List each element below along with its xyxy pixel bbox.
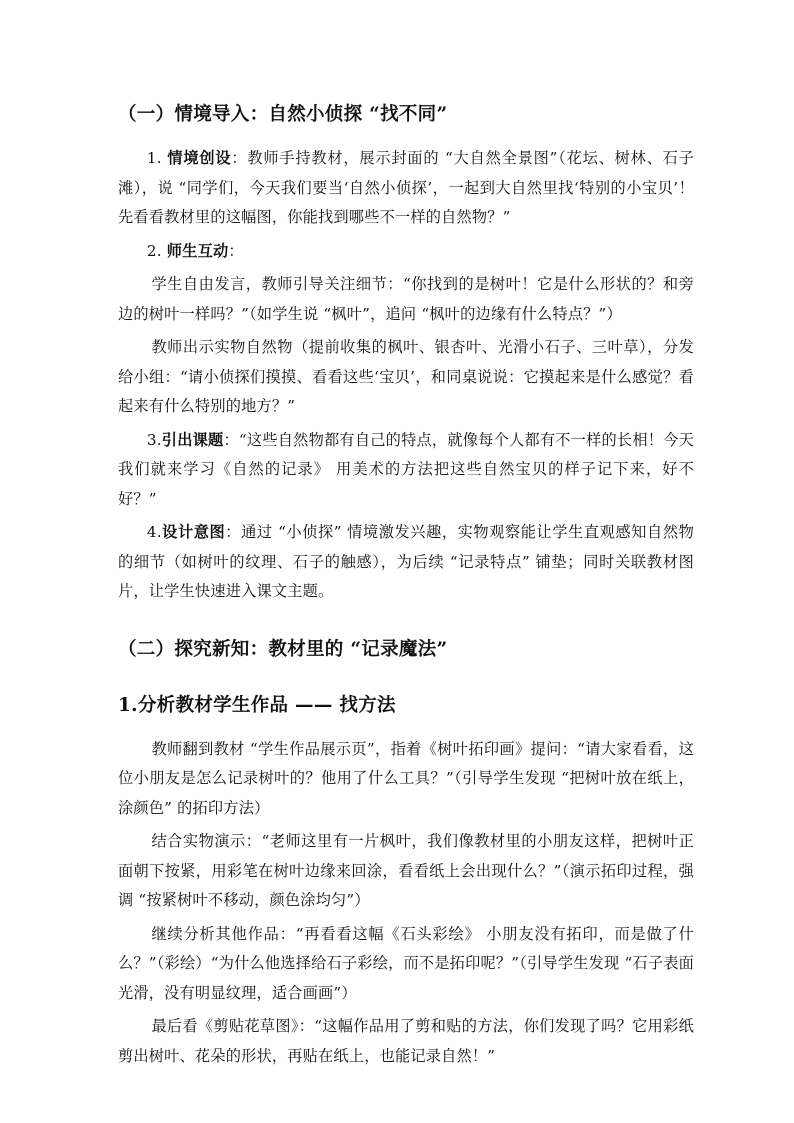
item-number: 2. bbox=[146, 241, 162, 260]
item-label: 师生互动 bbox=[166, 241, 229, 260]
section-2-heading: （二）探究新知：教材里的 “记录魔法” bbox=[118, 638, 448, 660]
item-introduce-topic bbox=[118, 426, 694, 515]
document-content bbox=[118, 102, 694, 1071]
item-design-intent bbox=[118, 518, 694, 607]
item-number: 3. bbox=[146, 430, 162, 449]
item-text: ：通过 “小侦探” 情境激发兴趣，实物观察能让学生直观感知自然物的细节（如树叶的纹理、石子的触感），为后续 “记录特点” 铺垫；同时关联教材图片，让学生快速进入课文主题。 bbox=[118, 523, 694, 600]
paragraph-student-discussion: 学生自由发言，教师引导关注细节：“你找到的是树叶！它是什么形状的？和旁边的树叶一样吗？”（如学生说 “枫叶”，追问 “枫叶的边缘有什么特点？”） bbox=[118, 275, 694, 323]
item-text: ：“这些自然物都有自己的特点，就像每个人都有不一样的长相！今天我们就来学习《自然的记录》 用美术的方法把这些自然宝贝的样子记下来，好不好？” bbox=[118, 430, 694, 508]
paragraph-analyze-leaf-print: 教师翻到教材 “学生作品展示页”，指着《树叶拓印画》提问：“请大家看看，这位小朋友是怎么记录树叶的？他用了什么工具？”（引导学生发现 “把树叶放在纸上，涂颜色” 的拓印方法） bbox=[118, 739, 694, 817]
paragraph-cut-paste-flowers: 最后看《剪贴花草图》：“这幅作品用了剪和贴的方法，你们发现了吗？它用彩纸剪出树叶、花朵的形状，再贴在纸上，也能记录自然！” bbox=[118, 1017, 694, 1065]
subsection-heading: 1.分析教材学生作品 —— 找方法 bbox=[118, 694, 396, 716]
item-teacher-student-interaction bbox=[118, 237, 694, 267]
section-1-heading: （一）情境导入：自然小侦探 “找不同” bbox=[118, 104, 448, 125]
item-number: 4. bbox=[146, 523, 162, 541]
paragraph-live-demo: 结合实物演示：“老师这里有一片枫叶，我们像教材里的小朋友这样，把树叶正面朝下按紧，用彩笔在树叶边缘来回涂，看看纸上会出现什么？”（演示拓印过程，强调 “按紧树叶不移动，颜色涂均匀”） bbox=[118, 832, 694, 909]
paragraph-teacher-shows-objects: 教师出示实物自然物（提前收集的枫叶、银杏叶、光滑小石子、三叶草），分发给小组：“请小侦探们摸摸、看看这些‘宝贝’，和同桌说说：它摸起来是什么感觉？看起来有什么特别的地方？” bbox=[118, 338, 694, 415]
item-text: ：教师手持教材，展示封面的 “大自然全景图”（花坛、树林、石子滩），说 “同学们，今天我们要当‘自然小侦探’，一起到大自然里找‘特别的小宝贝’！先看看教材里的这幅图，你能找到哪些不一样的自然物？” bbox=[118, 149, 694, 226]
item-label: 引出课题 bbox=[161, 430, 224, 449]
item-label: 情境创设 bbox=[167, 149, 232, 167]
item-situation-setup bbox=[118, 144, 694, 233]
item-label: 设计意图 bbox=[161, 523, 226, 541]
item-number: 1. bbox=[146, 149, 162, 167]
paragraph-stone-painting: 继续分析其他作品：“再看看这幅《石头彩绘》 小朋友没有拓印，而是做了什么？”（彩绘）“为什么他选择给石子彩绘，而不是拓印呢？”（引导学生发现 “石子表面光滑，没有明显纹理，适合画画”） bbox=[118, 924, 694, 1002]
item-text: ： bbox=[228, 241, 244, 260]
